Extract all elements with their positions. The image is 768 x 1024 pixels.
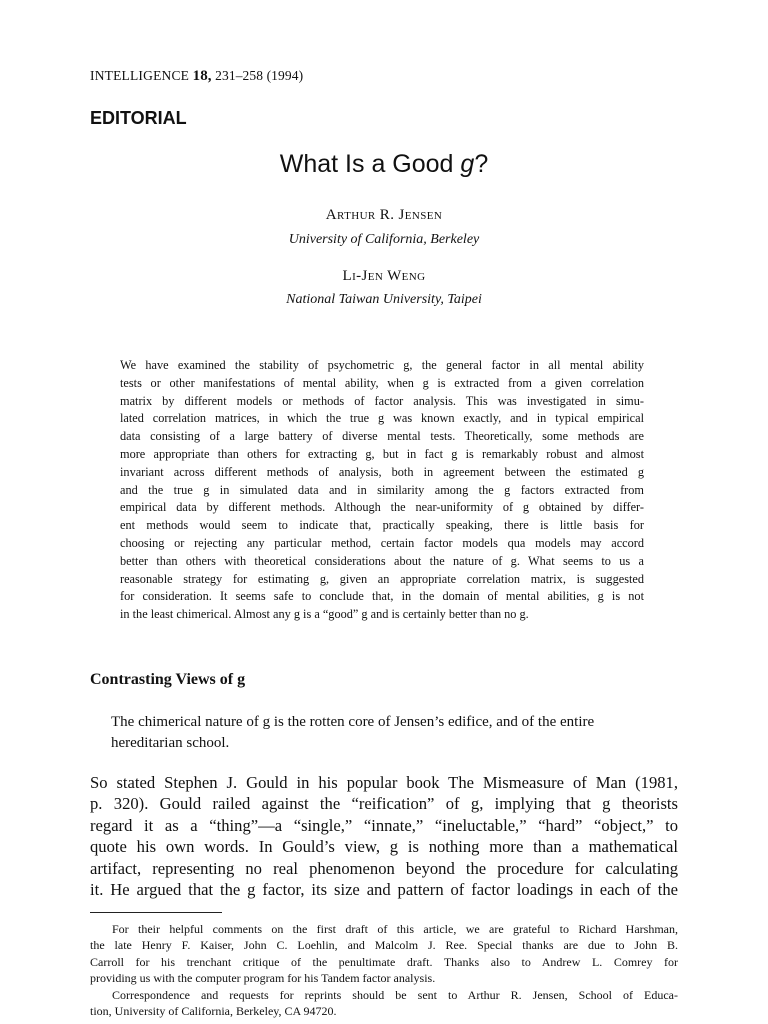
journal-volume: 18,	[192, 68, 212, 84]
footnote-line: Carroll for his trenchant critique of the penultimate draft. Thanks also to Andrew L. Comrey for	[90, 954, 678, 969]
footnote-rule	[90, 912, 222, 913]
abstract-line: for consideration. It seems safe to conclude that, in the domain of mental abilities, g is not	[120, 589, 644, 604]
abstract	[120, 357, 644, 624]
abstract-line: data consisting of a large battery of diverse mental tests. Theoretically, some methods are	[120, 429, 644, 444]
abstract-line: more appropriate than others for extracting g, but in fact g is remarkably robust and almost	[120, 446, 644, 461]
author-name: Li-Jen Weng	[342, 268, 426, 284]
footnote-line: providing us with the computer program for his Tandem factor analysis.	[90, 971, 436, 986]
block-quote	[111, 712, 657, 753]
title-g: g	[460, 150, 475, 178]
footnote	[90, 921, 678, 1019]
journal-name: INTELLIGENCE	[90, 68, 190, 83]
author-affiliation: University of California, Berkeley	[288, 232, 480, 247]
abstract-line: ent methods would seem to indicate that, practically speaking, there is little basis for	[120, 518, 644, 533]
abstract-line: We have examined the stability of psychometric g, the general factor in all mental ability	[120, 358, 644, 372]
abstract-line: empirical data by different methods. Although the near-uniformity of g obtained by differ-	[120, 500, 644, 515]
abstract-line: reasonable strategy for estimating g, given an appropriate correlation matrix, is suggested	[120, 571, 644, 586]
section-heading: Contrasting Views of g	[90, 671, 246, 688]
body-line: artifact, representing no real phenomenon beyond the procedure for calculating	[90, 858, 678, 878]
author-name: Arthur R. Jensen	[325, 207, 443, 223]
section-label: EDITORIAL	[90, 108, 187, 128]
journal-pages-year: 231–258 (1994)	[215, 68, 304, 83]
body-line: regard it as a “thing”—a “single,” “innate,” “ineluctable,” “hard” “object,” to	[90, 815, 678, 835]
abstract-line: better than others with theoretical considerations about the nature of g. What seems to us a	[120, 553, 644, 568]
body-line: So stated Stephen J. Gould in his popular book The Mismeasure of Man (1981,	[90, 773, 678, 792]
abstract-line: matrix by different models or methods of factor analysis. This was investigated in simu-	[120, 393, 644, 408]
footnote-line: Correspondence and requests for reprints should be sent to Arthur R. Jensen, School of Educa-	[112, 987, 678, 1002]
body-text	[90, 772, 678, 900]
journal-citation	[90, 68, 303, 85]
abstract-line: tests or other manifestations of mental ability, when g is extracted from a given correlation	[120, 375, 644, 390]
abstract-line: invariant across different methods of analysis, both in agreement between the estimated g	[120, 464, 644, 479]
abstract-line: choosing or rejecting any particular method, certain factor models qua models may accord	[120, 535, 644, 550]
body-line: quote his own words. In Gould’s view, g is nothing more than a mathematical	[90, 837, 678, 857]
abstract-line: in the least chimerical. Almost any g is a “good” g and is certainly better than no g.	[120, 607, 529, 622]
title-main: What Is a Good	[279, 150, 454, 178]
title-end: ?	[474, 150, 489, 178]
abstract-line: lated correlation matrices, in which the true g was known exactly, and in typical empirical	[120, 411, 644, 426]
abstract-line: and the true g in simulated data and in similarity among the g factors extracted from	[120, 482, 644, 497]
author-affiliation: National Taiwan University, Taipei	[286, 292, 482, 307]
quote-line: hereditarian school.	[111, 734, 230, 751]
article-title	[0, 150, 768, 179]
body-line: it. He argued that the g factor, its size and pattern of factor loadings in each of the	[90, 880, 678, 900]
body-line: p. 320). Gould railed against the “reification” of g, implying that g theorists	[90, 794, 678, 814]
footnote-line: tion, University of California, Berkeley, CA 94720.	[90, 1004, 337, 1019]
footnote-line: the late Henry F. Kaiser, John C. Loehlin, and Malcolm J. Ree. Special thanks are due to John B.	[90, 938, 678, 953]
quote-line: The chimerical nature of g is the rotten core of Jensen’s edifice, and of the entire	[111, 714, 595, 730]
footnote-line: For their helpful comments on the first draft of this article, we are grateful to Richard Harshman,	[112, 922, 678, 936]
